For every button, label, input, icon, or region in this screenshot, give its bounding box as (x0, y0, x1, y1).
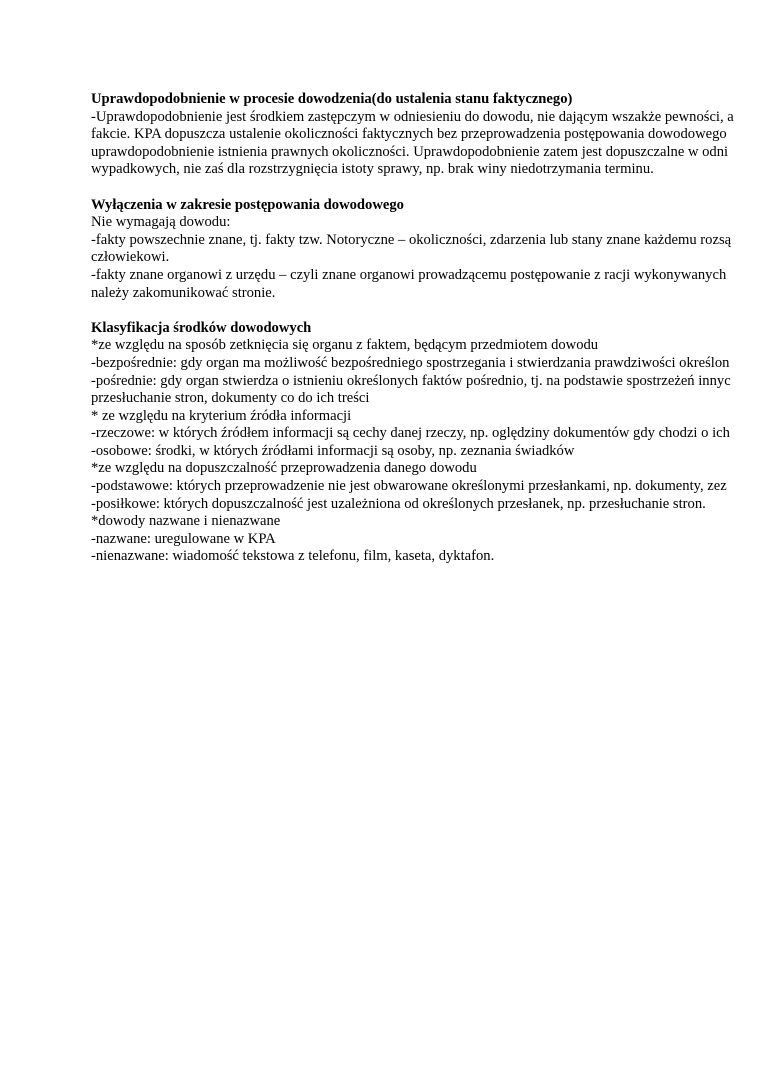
document-body (91, 91, 760, 566)
paragraph-line: -bezpośrednie: gdy organ ma możliwość bezpośredniego spostrzegania i stwierdzania prawdziwości określon (91, 354, 730, 371)
section-wylaczenia (91, 197, 760, 303)
paragraph-line: *dowody nazwane i nienazwane (91, 513, 281, 530)
paragraph-line: -nazwane: uregulowane w KPA (91, 530, 276, 547)
paragraph-line: Nie wymagają dowodu: (91, 214, 231, 231)
section-uprawdopodobnienie (91, 91, 760, 179)
paragraph-line: -fakty znane organowi z urzędu – czyli znane organowi prowadzącemu postępowanie z racji wykonywanych (91, 266, 727, 283)
paragraph-gap (91, 302, 760, 320)
paragraph-line: -podstawowe: których przeprowadzenie nie jest obwarowane określonymi przesłankami, np. dokumenty, zez (91, 478, 727, 495)
paragraph-line: uprawdopodobnienie istnienia prawnych okoliczności. Uprawdopodobnienie zatem jest dopuszczalne w odni (91, 143, 729, 160)
paragraph-line: -osobowe: środki, w których źródłami informacji są osoby, np. zeznania świadków (91, 442, 575, 459)
paragraph-line: należy zakomunikować stronie. (91, 284, 276, 301)
paragraph-line: *ze względu na dopuszczalność przeprowadzenia danego dowodu (91, 460, 477, 477)
paragraph-line: fakcie. KPA dopuszcza ustalenie okoliczności faktycznych bez przeprowadzenia postępowania dowodowego (91, 126, 727, 143)
paragraph-gap (91, 179, 760, 197)
paragraph-line: * ze względu na kryterium źródła informacji (91, 407, 352, 424)
paragraph-line: -rzeczowe: w których źródłem informacji są cechy danej rzeczy, np. oględziny dokumentów gdy chodzi o ich (91, 425, 730, 442)
paragraph-line: -Uprawdopodobnienie jest środkiem zastępczym w odniesieniu do dowodu, nie dającym wszakże pewności, a (91, 108, 734, 125)
section-klasyfikacja (91, 320, 760, 566)
paragraph-line: człowiekowi. (91, 249, 170, 266)
paragraph-line: -fakty powszechnie znane, tj. fakty tzw. Notoryczne – okoliczności, zdarzenia lub stany znane każdemu rozsą (91, 231, 732, 248)
section-heading: Klasyfikacja środków dowodowych (91, 319, 312, 336)
paragraph-line: -posiłkowe: których dopuszczalność jest uzależniona od określonych przesłanek, np. przesłuchanie stron. (91, 495, 706, 512)
section-heading: Wyłączenia w zakresie postępowania dowodowego (91, 196, 404, 213)
section-heading: Uprawdopodobnienie w procesie dowodzenia(do ustalenia stanu faktycznego) (91, 91, 573, 107)
paragraph-line: *ze względu na sposób zetknięcia się organu z faktem, będącym przedmiotem dowodu (91, 337, 599, 354)
paragraph-line: -pośrednie: gdy organ stwierdza o istnieniu określonych faktów pośrednio, tj. na podstawie spostrzeżeń innyc (91, 372, 731, 389)
paragraph-line: -nienazwane: wiadomość tekstowa z telefonu, film, kaseta, dyktafon. (91, 548, 495, 565)
paragraph-line: przesłuchanie stron, dokumenty co do ich treści (91, 390, 370, 407)
paragraph-line: wypadkowych, nie zaś dla rozstrzygnięcia istoty sprawy, np. brak winy niedotrzymania terminu. (91, 161, 654, 178)
